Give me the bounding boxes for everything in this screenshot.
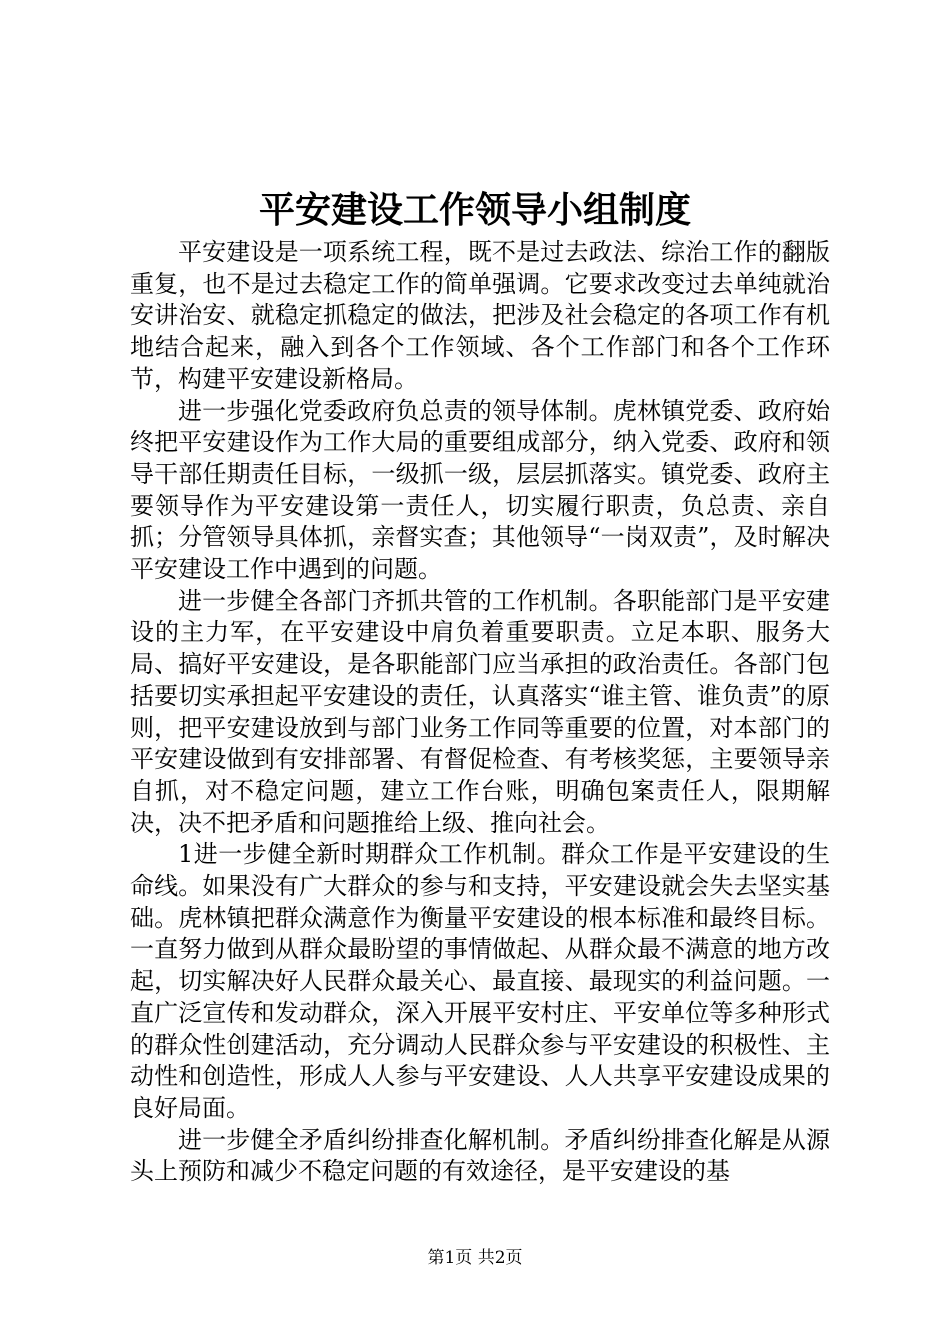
document-body (130, 237, 830, 1188)
paragraph-3: 进一步健全各部门齐抓共管的工作机制。各职能部门是平安建设的主力军，在平安建设中肩负着重要职责。立足本职、服务大局、搞好平安建设，是各职能部门应当承担的政治责任。各部门包括要切实承担起平安建设的责任，认真落实“谁主管、谁负责”的原则，把平安建设放到与部门业务工作同等重要的位置，对本部门的平安建设做到有安排部署、有督促检查、有考核奖惩，主要领导亲自抓，对不稳定问题，建立工作台账，明确包案责任人，限期解决，决不把矛盾和问题推给上级、推向社会。 (130, 586, 830, 837)
paragraph-4: 1进一步健全新时期群众工作机制。群众工作是平安建设的生命线。如果没有广大群众的参与和支持，平安建设就会失去坚实基础。虎林镇把群众满意作为衡量平安建设的根本标准和最终目标。一直努力做到从群众最盼望的事情做起、从群众最不满意的地方改起，切实解决好人民群众最关心、最直接、最现实的利益问题。一直广泛宣传和发动群众，深入开展平安村庄、平安单位等多种形式的群众性创建活动，充分调动人民群众参与平安建设的积极性、主动性和创造性，形成人人参与平安建设、人人共享平安建设成果的良好局面。 (130, 840, 830, 1122)
page-footer: 第1页 共2页 (427, 1248, 523, 1268)
paragraph-2: 进一步强化党委政府负总责的领导体制。虎林镇党委、政府始终把平安建设作为工作大局的重要组成部分，纳入党委、政府和领导干部任期责任目标，一级抓一级，层层抓落实。镇党委、政府主要领导作为平安建设第一责任人，切实履行职责，负总责、亲自抓；分管领导具体抓，亲督实查；其他领导“一岗双责”，及时解决平安建设工作中遇到的问题。 (130, 396, 830, 584)
document-title: 平安建设工作领导小组制度 (258, 189, 691, 231)
paragraph-1: 平安建设是一项系统工程，既不是过去政法、综治工作的翻版重复，也不是过去稳定工作的简单强调。它要求改变过去单纯就治安讲治安、就稳定抓稳定的做法，把涉及社会稳定的各项工作有机地结合起来，融入到各个工作领域、各个工作部门和各个工作环节，构建平安建设新格局。 (130, 238, 830, 393)
paragraph-5: 进一步健全矛盾纠纷排查化解机制。矛盾纠纷排查化解是从源头上预防和减少不稳定问题的有效途径，是平安建设的基 (130, 1125, 830, 1186)
